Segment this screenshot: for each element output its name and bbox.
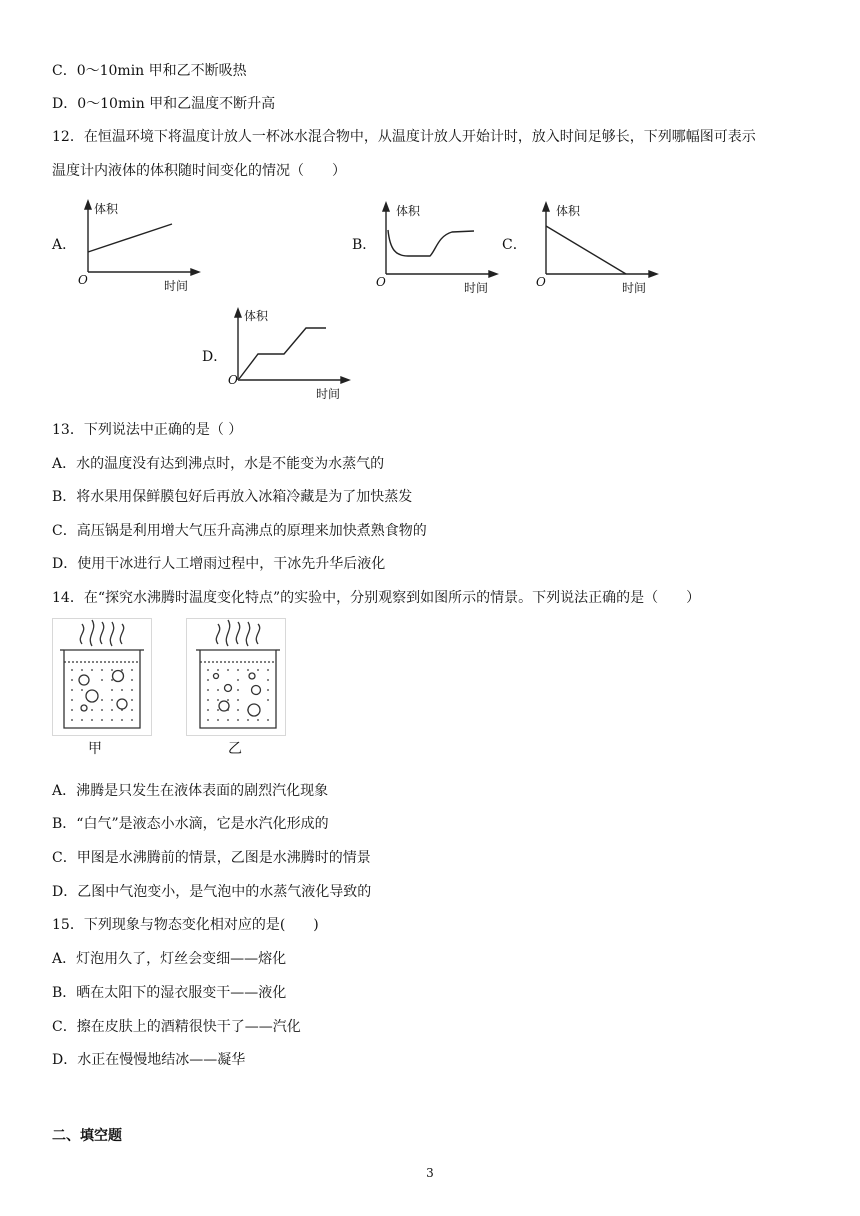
option-15a: A．灯泡用久了，灯丝会变细——熔化 <box>52 951 287 967</box>
option-14b: B．“白气”是液态小水滴，它是水汽化形成的 <box>52 816 329 832</box>
option-14a: A．沸腾是只发生在液体表面的剧烈汽化现象 <box>52 783 329 799</box>
graph-c-letter: C． <box>502 237 527 253</box>
graph-c-ylabel: 体积 <box>556 204 581 218</box>
graph-d-origin: O <box>228 373 238 387</box>
question-12-line2: 温度计内液体的体积随时间变化的情况（ ） <box>52 163 346 179</box>
option-14c: C．甲图是水沸腾前的情景，乙图是水沸腾时的情景 <box>52 850 371 866</box>
graph-b <box>374 200 504 298</box>
graph-a-origin: O <box>78 273 88 287</box>
graph-c-xlabel: 时间 <box>622 281 647 295</box>
line-q11c: C．0～10min 甲和乙不断吸热 <box>52 63 247 79</box>
question-13: 13．下列说法中正确的是（ ） <box>52 422 243 438</box>
option-13c: C．高压锅是利用增大气压升高沸点的原理来加快煮熟食物的 <box>52 523 427 539</box>
beaker-jia-caption: 甲 <box>88 741 102 757</box>
question-15: 15．下列现象与物态变化相对应的是( ) <box>52 917 319 933</box>
graph-d <box>226 306 356 404</box>
option-15d: D．水正在慢慢地结冰——凝华 <box>52 1052 246 1068</box>
option-13a: A．水的温度没有达到沸点时，水是不能变为水蒸气的 <box>52 456 385 472</box>
beaker-jia <box>52 618 152 736</box>
beaker-yi-caption: 乙 <box>228 741 242 757</box>
option-13d: D．使用干冰进行人工增雨过程中，干冰先升华后液化 <box>52 556 386 572</box>
graph-b-origin: O <box>376 275 386 289</box>
graph-c-origin: O <box>536 275 546 289</box>
beaker-yi <box>186 618 286 736</box>
graph-a <box>76 198 206 296</box>
option-14d: D．乙图中气泡变小，是气泡中的水蒸气液化导致的 <box>52 884 372 900</box>
section-heading-fill-in: 二、填空题 <box>52 1128 122 1144</box>
graph-b-letter: B． <box>352 237 377 253</box>
graph-d-letter: D． <box>202 349 228 365</box>
graph-b-xlabel: 时间 <box>464 281 489 295</box>
graph-d-xlabel: 时间 <box>316 387 341 401</box>
graph-a-xlabel: 时间 <box>164 279 189 293</box>
option-15c: C．擦在皮肤上的酒精很快干了——汽化 <box>52 1019 301 1035</box>
question-12-line1: 12．在恒温环境下将温度计放人一杯冰水混合物中，从温度计放人开始计时，放入时间足够长，下列哪幅图可表示 <box>52 129 756 145</box>
line-q11d: D．0～10min 甲和乙温度不断升高 <box>52 96 276 112</box>
graph-d-ylabel: 体积 <box>244 309 269 323</box>
graph-b-ylabel: 体积 <box>396 204 421 218</box>
option-13b: B．将水果用保鲜膜包好后再放入冰箱冷藏是为了加快蒸发 <box>52 489 413 505</box>
page-number: 3 <box>426 1166 434 1180</box>
question-14: 14．在“探究水沸腾时温度变化特点”的实验中，分别观察到如图所示的情景。下列说法正确的是（ ） <box>52 590 701 606</box>
graph-a-ylabel: 体积 <box>94 202 119 216</box>
graph-c <box>534 200 664 298</box>
graph-a-letter: A． <box>52 237 77 253</box>
option-15b: B．晒在太阳下的湿衣服变干——液化 <box>52 985 287 1001</box>
